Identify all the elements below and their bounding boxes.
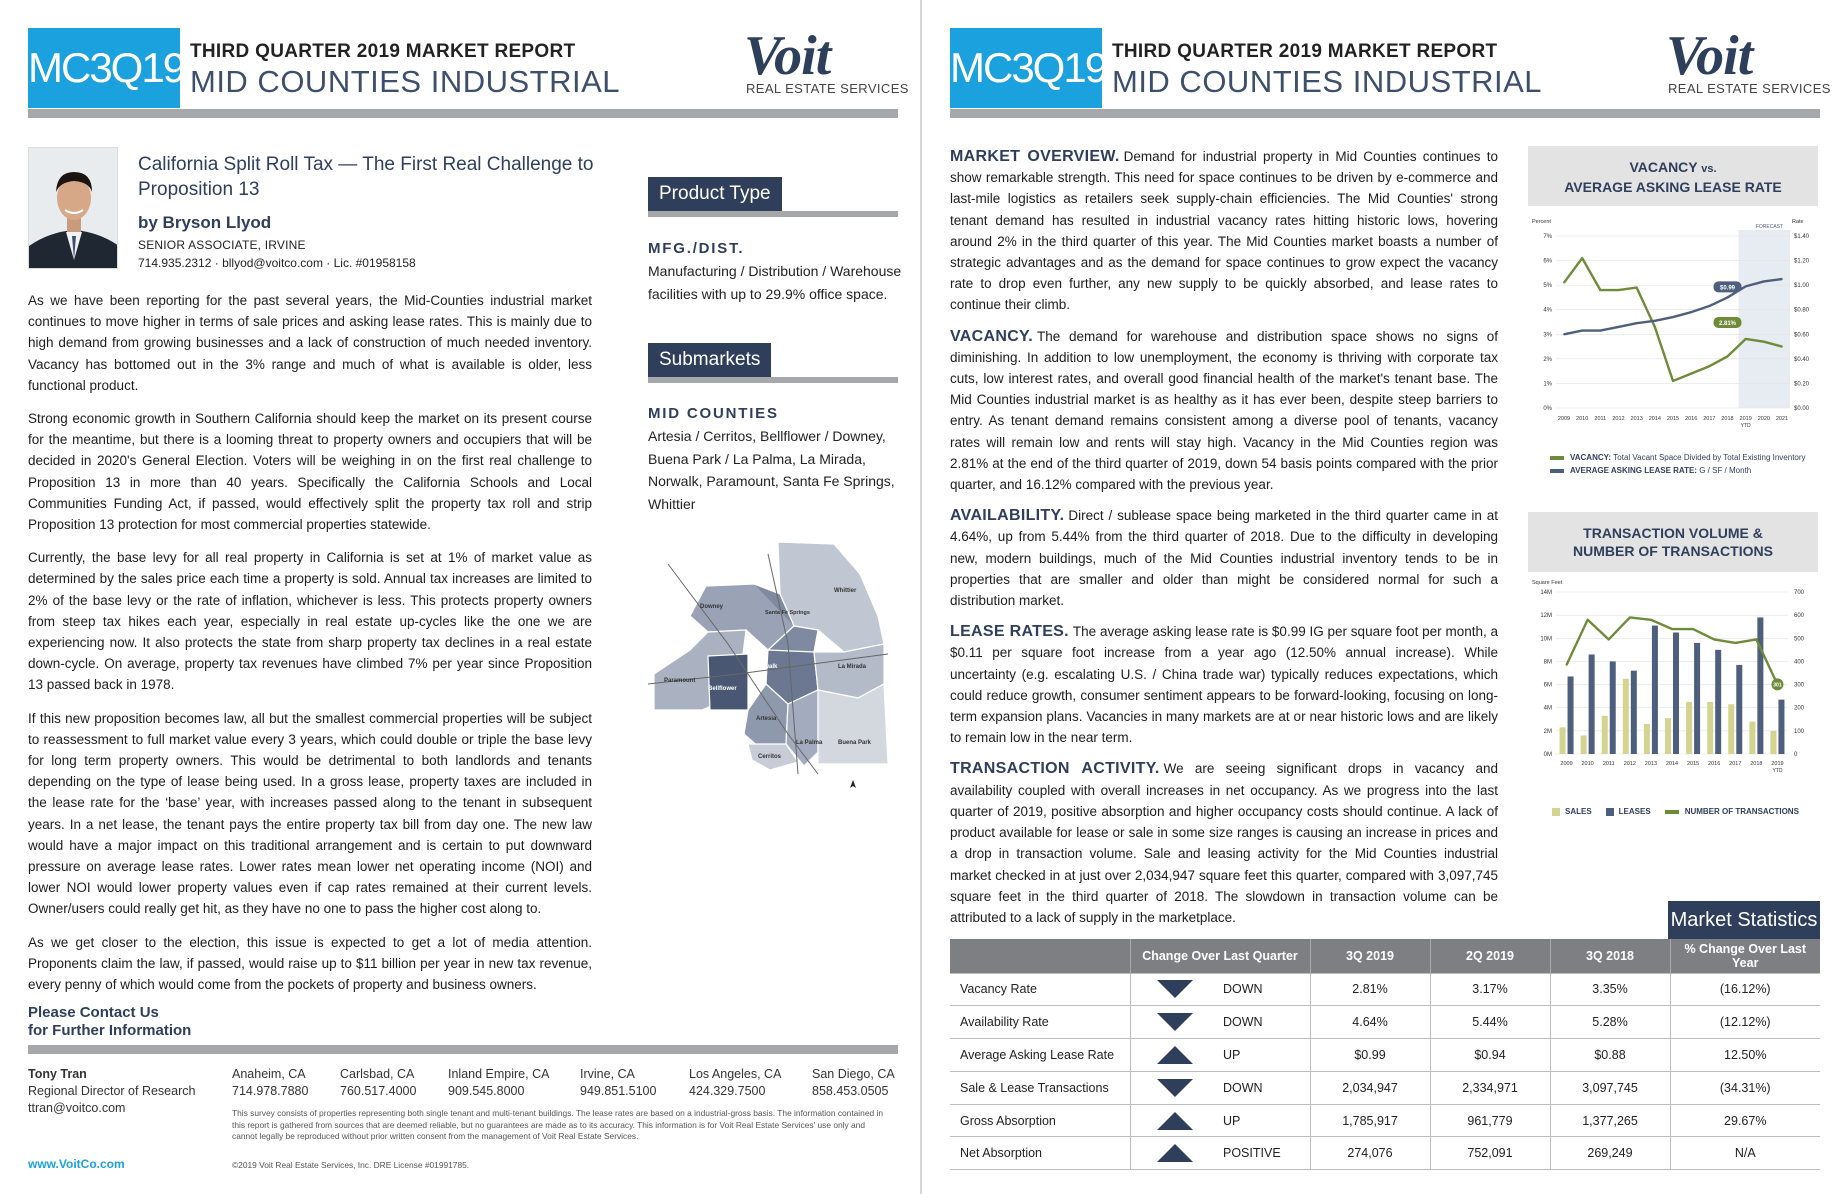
leases-bar — [1652, 626, 1658, 754]
product-type-label: MFG./DIST. — [648, 240, 745, 257]
y-tick-right: $0.00 — [1794, 406, 1810, 412]
data-point — [1618, 326, 1620, 328]
map-label-downey: Downey — [700, 604, 724, 610]
arrow-up-icon — [1157, 1144, 1193, 1162]
voit-logo-tagline: REAL ESTATE SERVICES — [1668, 81, 1831, 96]
x-tick-label: 2014 — [1648, 416, 1661, 422]
y-tick-right: $0.60 — [1794, 332, 1810, 339]
table-row: Average Asking Lease Rate UP $0.99 $0.94 $0.88 12.50% — [950, 1039, 1820, 1072]
sales-bar — [1644, 724, 1650, 754]
data-point — [1708, 305, 1710, 307]
arrow-down-icon — [1157, 1079, 1193, 1097]
data-point — [1599, 289, 1601, 291]
y-tick-right: $1.20 — [1794, 258, 1810, 265]
y-tick-right: $1.40 — [1794, 234, 1810, 240]
y-tick-right: 400 — [1794, 659, 1805, 666]
y-tick-left: 2% — [1543, 356, 1552, 363]
data-point — [1781, 346, 1783, 348]
data-point — [1781, 278, 1783, 280]
article-paragraph: As we have been reporting for the past several years, the Mid-Counties industrial market continues to move higher in terms of sale prices and asking lease rates. This is mainly due to high demand from growing businesses and a lack of construction of much needed inventory. Vacancy has bottomed out in the 3% range and much of what is available is older, less functional product. — [28, 293, 592, 393]
voit-logo-tagline: REAL ESTATE SERVICES — [746, 81, 909, 96]
contact-person — [28, 1066, 195, 1117]
data-point — [1608, 639, 1610, 641]
x-tick-label: 2010 — [1581, 761, 1594, 767]
product-type-text: Manufacturing / Distribution / Warehouse facilities with up to 29.9% office space. — [648, 263, 902, 302]
market-statistics-table — [950, 939, 1820, 1170]
product-type-heading: Product Type — [648, 177, 782, 211]
y-tick-left: 8M — [1543, 659, 1552, 666]
y-tick-right: $0.20 — [1794, 381, 1810, 388]
submarkets-text: Artesia / Cerritos, Bellflower / Downey, Buena Park / La Palma, La Mirada, Norwalk, Paramount, Santa Fe Springs, Whittier — [648, 428, 895, 512]
leases-bar — [1757, 617, 1763, 754]
y-tick-right: 100 — [1794, 728, 1805, 735]
report-subtitle: MID COUNTIES INDUSTRIAL — [1112, 64, 1543, 99]
office-san-diego: San Diego, CA 858.453.0505 — [812, 1067, 895, 1098]
transaction-chart-panel — [1528, 512, 1818, 818]
y-tick-left: 3% — [1543, 332, 1552, 339]
legend-lease-rate: AVERAGE ASKING LEASE RATE: G / SF / Month — [1550, 464, 1818, 477]
x-tick-label: 2012 — [1623, 761, 1636, 767]
website-link[interactable]: www.VoitCo.com — [28, 1157, 125, 1171]
vacancy-chart-legend — [1528, 451, 1818, 477]
sales-bar — [1602, 716, 1608, 754]
section-market-overview: MARKET OVERVIEW. Demand for industrial property in Mid Counties continues to show remarkable strength. This need for space continues to be driven by e-commerce and last-mile logistics as retailers seek supply-chain efficiencies. The Mid Counties' strong tenant demand has resulted in industrial vacancy rates hitting historic lows, hovering around 2% in the third quarter of this year. The Mid Counties market boasts a number of strategic advantages and as the demand for space continues to grow expect the vacancy rate to drop even further, any new supply to be quickly absorbed, and lease rates to continue their climb. — [950, 148, 1498, 313]
article-paragraph: As we get closer to the election, this issue is expected to get a lot of media attention. Proponents claim the law, if passed, would raise up to $11 billion per year in new tax revenue, every penny of which would come from the pockets of property and business owners. — [28, 934, 592, 993]
section-lease-rates: LEASE RATES. The average asking lease rate is $0.99 IG per square foot per month, a $0.11 per square foot increase from a year ago (12.50% annual increase). While uncertainty (e.g. escalating U.S. / China trade war) typically reduces expectations, which could reduce growth, consumer sentiment appears to be forward-looking, focusing on long-term expansion plans. Vacancies in many markets are at or near historic lows and are likely to remain low in the near term. — [950, 623, 1499, 746]
x-tick-label: 2015 — [1666, 416, 1680, 422]
map-label-la-palma: La Palma — [796, 740, 823, 746]
data-point — [1690, 373, 1692, 375]
x-tick-label: 2018 — [1721, 416, 1734, 422]
data-point — [1727, 297, 1729, 299]
data-point — [1745, 338, 1747, 340]
map-label-bellflower: Bellflower — [708, 686, 737, 692]
y-tick-left: 5% — [1543, 283, 1552, 290]
vacancy-chart-panel — [1528, 146, 1818, 477]
section-availability: AVAILABILITY. Direct / sublease space being marketed in the third quarter came in at 4.64%, up from 5.44% from the third quarter of 2018. Due to the difficulty in developing new, modern buildings, much of the Mid Counties industrial inventory tends to be in properties that are smaller and older than might be considered normal for such a distribution market. — [950, 507, 1498, 609]
section-vacancy: VACANCY. The demand for warehouse and distribution space shows no signs of diminishing. In addition to low unemployment, the economy is thriving with corporate tax cuts, low interest rates, and overall good financial health of the market's tenant base. The Mid Counties industrial market is as healthy as it has ever been, despite steep barriers to entry. As tenant demand remains consistent among a diverse pool of tenants, vacancy rates will remain low and rents will stay high. Vacancy in the Mid Counties region was 2.81% at the end of the third quarter of 2019, down 54 basis points compared with the prior quarter, and 16.12% compared with the previous year. — [950, 327, 1498, 493]
office-anaheim: Anaheim, CA 714.978.7880 — [232, 1067, 309, 1098]
y-axis-label-left: Percent — [1532, 219, 1551, 225]
disclaimer: This survey consists of properties representing both single tenant and multi-tenant buildings. The lease rates are based on a industrial-gross basis. The information contained in this report is gathered from sources that are deemed reliable, but no guarantees are made as to its accuracy. This information is for Voit Real Estate Services' use only and cannot legally be reproduced without prior written consent from the management of Voit Real Estate Services. — [232, 1108, 883, 1141]
submarkets-heading: Submarkets — [648, 343, 771, 377]
report-badge: MC3Q19 — [28, 28, 180, 108]
y-tick-right: 500 — [1794, 636, 1805, 643]
product-type-rule — [648, 211, 898, 217]
x-tick-label: 2016 — [1708, 761, 1721, 767]
x-tick-label: YTD — [1772, 768, 1783, 774]
forecast-label: FORECAST — [1755, 224, 1784, 230]
left-page — [0, 0, 920, 1194]
x-tick-label: 2019 — [1739, 416, 1752, 422]
transaction-chart — [1528, 572, 1818, 800]
submarkets-label: MID COUNTIES — [648, 405, 779, 422]
report-title: THIRD QUARTER 2019 MARKET REPORT — [190, 41, 576, 62]
y-tick-left: 10M — [1540, 636, 1552, 643]
leases-bar — [1715, 650, 1721, 754]
y-tick-right: 0 — [1794, 752, 1798, 758]
map-label-la-mirada: La Mirada — [838, 664, 867, 670]
office-inland-empire: Inland Empire, CA 909.545.8000 — [448, 1067, 550, 1098]
data-point — [1763, 341, 1765, 343]
sales-bar — [1581, 735, 1587, 754]
y-axis-label-right: Rate — [1792, 219, 1804, 225]
sales-bar — [1728, 704, 1734, 754]
data-point — [1629, 617, 1631, 619]
y-tick-left: 4M — [1543, 705, 1552, 712]
forecast-region — [1739, 230, 1790, 408]
table-row: Availability Rate DOWN 4.64% 5.44% 5.28% (12.12%) — [950, 1006, 1820, 1039]
leases-bar — [1778, 700, 1784, 754]
y-tick-right: 300 — [1794, 682, 1805, 689]
data-point — [1587, 619, 1589, 621]
data-point — [1734, 642, 1736, 644]
transaction-chart-legend: SALES LEASES NUMBER OF TRANSACTIONS — [1528, 805, 1818, 818]
y-tick-left: 2M — [1543, 728, 1552, 735]
table-row: Vacancy Rate DOWN 2.81% 3.17% 3.35% (16.12%) — [950, 973, 1820, 1006]
market-statistics-heading: Market Statistics — [1668, 901, 1820, 939]
y-tick-left: 7% — [1543, 234, 1552, 240]
contact-name: Tony Tran — [28, 1067, 87, 1081]
map-label-santa-fe-springs: Santa Fe Springs — [765, 610, 810, 616]
y-tick-left: 14M — [1540, 590, 1552, 596]
y-tick-right: $1.00 — [1794, 283, 1810, 290]
y-tick-left: 6% — [1543, 258, 1552, 265]
sales-bar — [1749, 722, 1755, 754]
data-point — [1599, 330, 1601, 332]
map-label-buena-park: Buena Park — [838, 740, 872, 746]
market-commentary — [950, 146, 1498, 938]
y-tick-right: $0.40 — [1794, 356, 1810, 363]
y-tick-right: 600 — [1794, 613, 1805, 620]
report-badge: MC3Q19 — [950, 28, 1102, 108]
y-axis-label-left: Square Feet — [1532, 580, 1563, 586]
data-point — [1763, 281, 1765, 283]
submarkets-rule — [648, 377, 898, 383]
right-page — [922, 0, 1846, 1194]
data-point — [1713, 639, 1715, 641]
vacancy-chart-title: VACANCY vs. AVERAGE ASKING LEASE RATE — [1528, 146, 1818, 206]
voit-logo: Voit — [744, 25, 831, 87]
y-tick-left: 12M — [1540, 613, 1552, 620]
data-point — [1581, 330, 1583, 332]
article-title: California Split Roll Tax — The First Real Challenge to Proposition 13 — [138, 154, 594, 200]
x-tick-label: 2014 — [1665, 761, 1679, 767]
report-header — [28, 25, 909, 108]
y-tick-left: 0% — [1543, 406, 1552, 412]
y-tick-left: 6M — [1543, 682, 1552, 689]
map-label-artesia: Artesia — [756, 716, 777, 722]
sales-bar — [1623, 679, 1629, 754]
y-tick-left: 4% — [1543, 307, 1552, 314]
data-point — [1650, 619, 1652, 621]
map-label-cerritos: Cerritos — [758, 754, 782, 760]
leases-bar — [1673, 633, 1679, 755]
section-transaction-activity: TRANSACTION ACTIVITY. We are seeing significant drops in vacancy and availability coupled with overall increases in net occupancy. As we progress into the last quarter of 2019, positive absorption and higher occupancy costs should continue. A lack of product available for lease or sale in some size ranges is causing an increase in prices and a drop in transaction volume. Sale and leasing activity for the Mid Counties industrial market checked in at just over 2,034,947 square feet this quarter, compared with 3,097,745 square feet in the third quarter of 2018. The slowdown in transaction volume can be attributed to a lack of supply in the marketplace. — [950, 760, 1498, 925]
x-tick-label: 2010 — [1576, 416, 1589, 422]
x-tick-label: YTD — [1740, 423, 1751, 429]
y-tick-right: 700 — [1794, 590, 1805, 596]
table-row: Sale & Lease Transactions DOWN 2,034,947 2,334,971 3,097,745 (34.31%) — [950, 1071, 1820, 1104]
article-body — [28, 290, 592, 1007]
submarkets-map — [648, 534, 890, 796]
article-paragraph: Currently, the base levy for all real property in California is set at 1% of market value as determined by the sales price each time a property is sold. Annual tax increases are limited to 2% of the base levy or the rate of inflation, whichever is less. This protects property owners from steep tax hikes each year, especially in real estate up-cycles like the one we are experiencing now. It also protects the state from sharp property tax declines in a real estate down-cycle. On average, property tax revenues have climbed 7% per year since Proposition 13 passed back in 1978. — [28, 550, 592, 693]
data-point — [1566, 664, 1568, 666]
report-header-right — [950, 25, 1831, 108]
lease-rate-callout-text: $0.99 — [1719, 285, 1736, 292]
article-paragraph: If this new proposition becomes law, all but the smallest commercial properties will be subject to reassessment to full market value every 3 years, which could double or triple the base levy for long term property owners. This would be detrimental to both landlords and tenants depending on the type of lease being used. In a gross lease, property taxes are included in the lease rate for the ‘base’ year, with increases passed along to the tenant in subsequent years. In a net lease, the tenant pays the entire property tax bill from day one. The new law would have a major impact on this traditional arrangement and is certain to put downward pressure on average lease rates. Lower rates mean lower net operating income (NOI) and lower NOI would lower property values even if cap rates remained at their current levels. Owner/users could really get hit, as they have no one to pass the higher cost along to. — [28, 710, 592, 917]
data-point — [1636, 287, 1638, 289]
x-tick-label: 2009 — [1560, 761, 1573, 767]
sales-bar — [1707, 702, 1713, 754]
y-tick-left: 0M — [1543, 752, 1552, 758]
data-point — [1692, 628, 1694, 630]
x-tick-label: 2020 — [1757, 416, 1770, 422]
sales-bar — [1560, 727, 1566, 754]
contact-heading: Please Contact Us for Further Information — [28, 1004, 192, 1039]
x-tick-label: 2017 — [1703, 416, 1716, 422]
vacancy-lease-chart — [1528, 206, 1818, 446]
voit-logo: Voit — [1666, 25, 1753, 87]
data-point — [1708, 365, 1710, 367]
leases-bar — [1736, 665, 1742, 754]
transactions-callout-text: 301 — [1773, 682, 1782, 689]
y-tick-right: 200 — [1794, 705, 1805, 712]
leases-bar — [1589, 654, 1595, 754]
header-rule — [950, 109, 1820, 118]
data-point — [1690, 311, 1692, 313]
x-tick-label: 2021 — [1775, 416, 1789, 422]
x-tick-label: 2013 — [1630, 416, 1643, 422]
data-point — [1671, 628, 1673, 630]
data-point — [1727, 356, 1729, 358]
data-point — [1636, 322, 1638, 324]
leases-bar — [1568, 676, 1574, 754]
transactions-series-line — [1567, 617, 1778, 684]
transaction-chart-title: TRANSACTION VOLUME & NUMBER OF TRANSACTIONS — [1528, 512, 1818, 572]
leases-bar — [1610, 661, 1616, 754]
data-point — [1755, 639, 1757, 641]
copyright: ©2019 Voit Real Estate Services, Inc. DRE License #01991785. — [232, 1160, 470, 1170]
x-tick-label: 2012 — [1612, 416, 1625, 422]
footer-rule — [28, 1045, 898, 1054]
office-irvine: Irvine, CA 949.851.5100 — [580, 1067, 657, 1098]
map-label-whittier: Whittier — [834, 588, 857, 594]
leases-bar — [1694, 643, 1700, 754]
data-point — [1581, 257, 1583, 259]
data-point — [1563, 282, 1565, 284]
data-point — [1745, 285, 1747, 287]
x-tick-label: 2013 — [1644, 761, 1658, 767]
data-point — [1654, 320, 1656, 322]
arrow-up-icon — [1157, 1046, 1193, 1064]
legend-vacancy: VACANCY: Total Vacant Space Divided by Total Existing Inventory — [1550, 451, 1818, 464]
author-photo — [28, 147, 118, 269]
office-los-angeles: Los Angeles, CA 424.329.7500 — [689, 1067, 782, 1098]
arrow-down-icon — [1157, 980, 1193, 998]
arrow-down-icon — [1157, 1013, 1193, 1031]
x-tick-label: 2015 — [1686, 761, 1700, 767]
data-point — [1618, 289, 1620, 291]
author-name: by Bryson Llyod — [138, 213, 272, 232]
leases-bar — [1631, 671, 1637, 754]
author-role: SENIOR ASSOCIATE, IRVINE — [138, 238, 306, 252]
data-point — [1563, 333, 1565, 335]
sales-bar — [1770, 731, 1776, 754]
report-title: THIRD QUARTER 2019 MARKET REPORT — [1112, 41, 1498, 62]
data-point — [1672, 380, 1674, 382]
x-tick-label: 2011 — [1594, 416, 1607, 422]
map-label-paramount: Paramount — [664, 678, 696, 684]
header-rule — [28, 109, 898, 118]
x-tick-label: 2017 — [1729, 761, 1742, 767]
north-arrow-icon — [850, 780, 856, 788]
map-label-norwalk: Norwalk — [754, 664, 778, 670]
data-point — [1654, 326, 1656, 328]
author-contact: 714.935.2312 · bllyod@voitco.com · Lic. #01958158 — [138, 256, 416, 270]
contact-email[interactable]: ttran@voitco.com — [28, 1101, 126, 1115]
sales-bar — [1665, 718, 1671, 754]
arrow-up-icon — [1157, 1112, 1193, 1130]
x-tick-label: 2016 — [1685, 416, 1698, 422]
table-row: Gross Absorption UP 1,785,917 961,779 1,377,265 29.67% — [950, 1104, 1820, 1137]
x-tick-label: 2019 — [1771, 761, 1784, 767]
y-tick-right: $0.80 — [1794, 307, 1810, 314]
x-tick-label: 2009 — [1557, 416, 1571, 422]
x-tick-label: 2018 — [1750, 761, 1763, 767]
office-carlsbad: Carlsbad, CA 760.517.4000 — [340, 1067, 417, 1098]
vacancy-callout-text: 2.81% — [1718, 320, 1737, 327]
contact-title: Regional Director of Research — [28, 1084, 196, 1098]
report-subtitle: MID COUNTIES INDUSTRIAL — [190, 64, 621, 99]
table-row: Net Absorption POSITIVE 274,076 752,091 269,249 N/A — [950, 1137, 1820, 1170]
data-point — [1672, 316, 1674, 318]
table-header-row: Change Over Last Quarter 3Q 2019 2Q 2019 3Q 2018 % Change Over Last Year — [950, 939, 1820, 973]
article-paragraph: Strong economic growth in Southern California should keep the market on its present course for the meantime, but there is a looming threat to property owners and occupiers that will be decided in 2020's General Election. Voters will be weighing in on the first real challenge to Proposition 13 in more than 40 years. Specifically the California Schools and Local Communities Funding Act, if passed, would effectively split the property tax roll and strip Proposition 13 protection for most commercial properties statewide. — [28, 411, 592, 533]
y-tick-left: 1% — [1543, 381, 1552, 388]
sales-bar — [1686, 702, 1692, 754]
x-tick-label: 2011 — [1602, 761, 1615, 767]
